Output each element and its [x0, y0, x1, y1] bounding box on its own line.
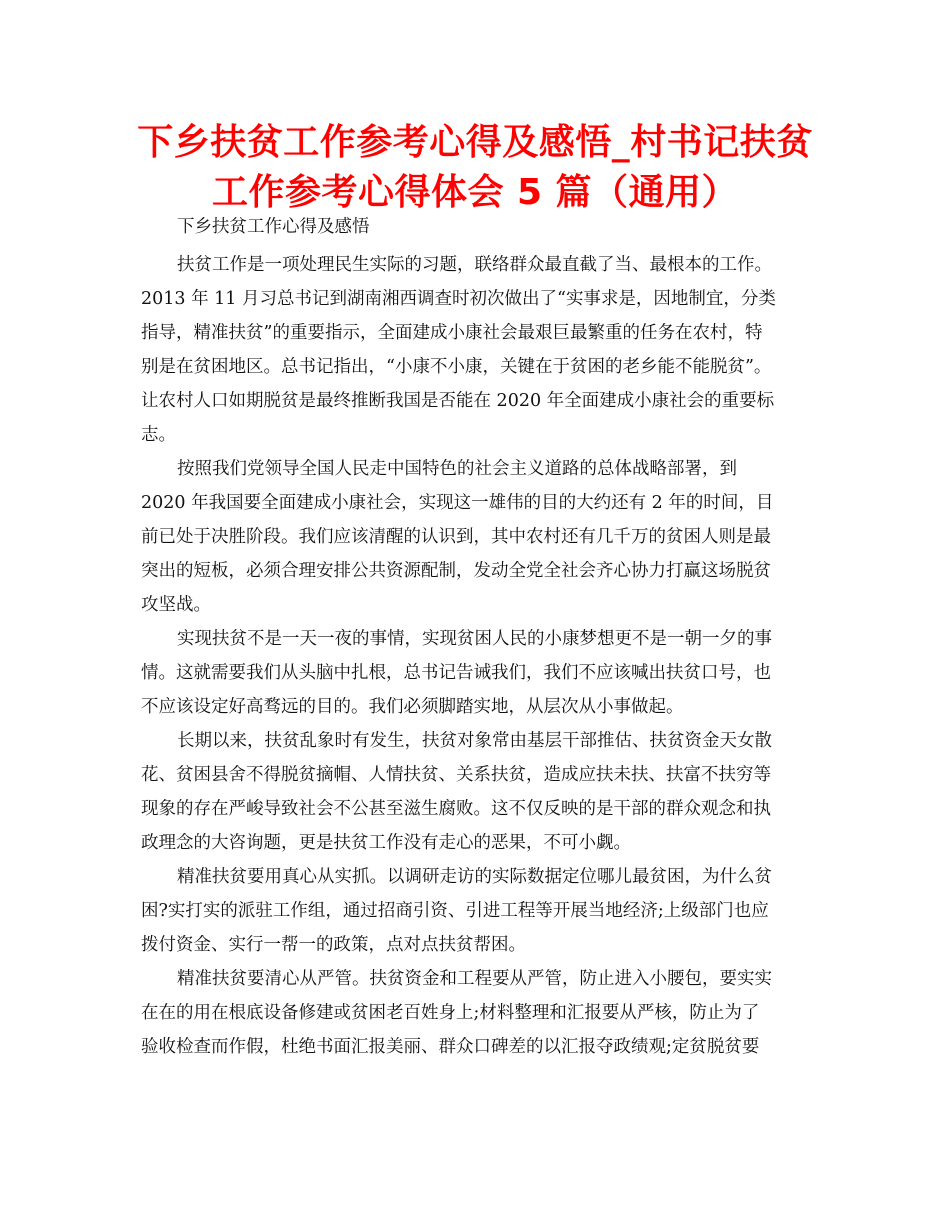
paragraph [141, 248, 831, 452]
document-title [100, 118, 850, 218]
paragraph-line: 困?实打实的派驻工作组，通过招商引资、引进工程等开展当地经济;上级部门也应 [141, 901, 769, 921]
paragraph-line: 拨付资金、实行一帮一的政策，点对点扶贫帮困。 [141, 935, 526, 955]
paragraph-line: 验收检查而作假，杜绝书面汇报美丽、群众口碑差的以汇报夺政绩观;定贫脱贫要 [141, 1037, 760, 1057]
paragraph-line: 政理念的大咨询题，更是扶贫工作没有走心的恶果，不可小觑。 [141, 833, 631, 853]
paragraph-line: 别是在贫困地区。总书记指出，“小康不小康，关键在于贫困的老乡能不能脱贫”。 [141, 357, 772, 377]
paragraph-line: 指导，精准扶贫”的重要指示，全面建成小康社会最艰巨最繁重的任务在农村，特 [141, 323, 763, 343]
title-line-1: 下乡扶贫工作参考心得及感悟_村书记扶贫 [137, 122, 813, 163]
paragraph-line: 情。这就需要我们从头脑中扎根，总书记告诫我们，我们不应该喊出扶贫口号，也 [141, 663, 771, 683]
paragraph-line: 精准扶贫要用真心从实抓。以调研走访的实际数据定位哪儿最贫困，为什么贫 [177, 867, 772, 887]
title-line-2: 工作参考心得体会 5 篇（通用） [211, 172, 739, 213]
paragraph [141, 724, 831, 860]
paragraph-line: 2013 年 11 月习总书记到湖南湘西调查时初次做出了“实事求是，因地制宜，分类 [141, 289, 776, 309]
paragraph-line: 攻坚战。 [141, 595, 211, 615]
paragraph [141, 860, 831, 962]
paragraph-line: 按照我们党领导全国人民走中国特色的社会主义道路的总体战略部署，到 [177, 459, 737, 479]
paragraph-line: 2020 年我国要全面建成小康社会，实现这一雄伟的目的大约还有 2 年的时间，目 [141, 493, 774, 513]
paragraph-line: 精准扶贫要清心从严管。扶贫资金和工程要从严管，防止进入小腰包，要实实 [177, 969, 772, 989]
paragraph-line: 让农村人口如期脱贫是最终推断我国是否能在 2020 年全面建成小康社会的重要标 [141, 391, 775, 411]
paragraph-line: 不应该设定好高骛远的目的。我们必须脚踏实地，从层次从小事做起。 [141, 697, 684, 717]
paragraph-line: 长期以来，扶贫乱象时有发生，扶贫对象常由基层干部推估、扶贫资金天女散 [177, 731, 772, 751]
paragraph-line: 突出的短板，必须合理安排公共资源配制，发动全党全社会齐心协力打赢这场脱贫 [141, 561, 771, 581]
paragraph-line: 志。 [141, 425, 176, 445]
document-body [141, 248, 831, 1064]
section-subtitle: 下乡扶贫工作心得及感悟 [177, 217, 370, 237]
paragraph [141, 962, 831, 1064]
paragraph [141, 622, 831, 724]
paragraph-line: 前已处于决胜阶段。我们应该清醒的认识到，其中农村还有几千万的贫困人则是最 [141, 527, 771, 547]
paragraph-line: 在在的用在根底设备修建或贫困老百姓身上;材料整理和汇报要从严核，防止为了 [141, 1003, 760, 1023]
paragraph-line: 扶贫工作是一项处理民生实际的习题，联络群众最直截了当、最根本的工作。 [177, 255, 772, 275]
paragraph-line: 实现扶贫不是一天一夜的事情，实现贫困人民的小康梦想更不是一朝一夕的事 [177, 629, 772, 649]
paragraph-line: 现象的存在严峻导致社会不公甚至滋生腐败。这不仅反映的是干部的群众观念和执 [141, 799, 771, 819]
paragraph [141, 452, 831, 622]
paragraph-line: 花、贫困县舍不得脱贫摘帽、人情扶贫、关系扶贫，造成应扶未扶、扶富不扶穷等 [141, 765, 771, 785]
